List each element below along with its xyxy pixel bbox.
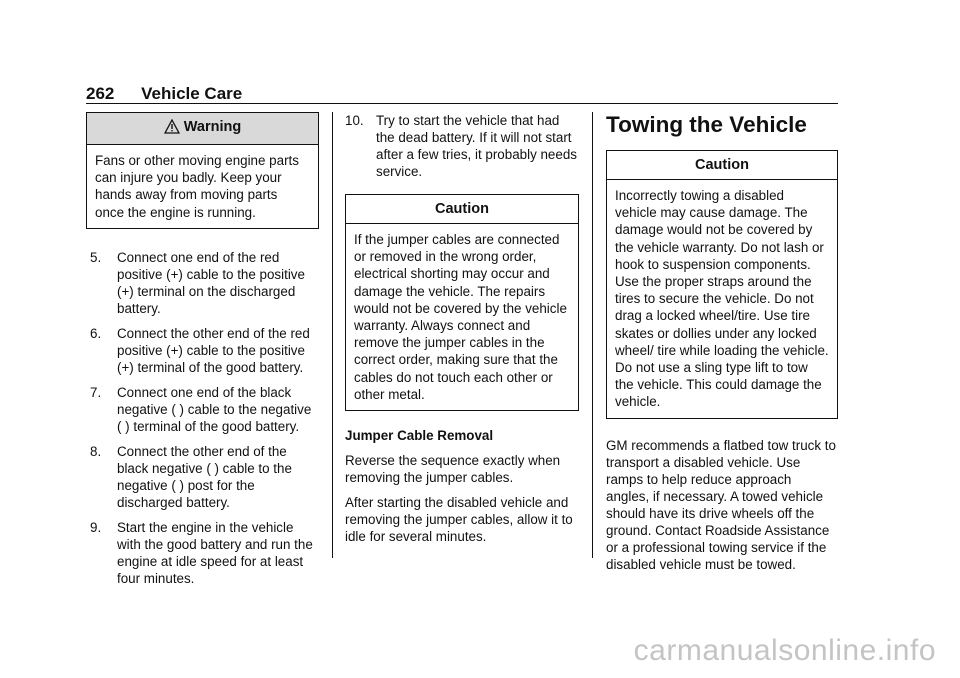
list-item: 10. Try to start the vehicle that had the dead battery. If it will not start after a few tries, it probably needs service. bbox=[345, 113, 577, 179]
list-item: 9. Start the engine in the vehicle with the good battery and run the engine at idle speed for at least four minutes. bbox=[90, 519, 313, 586]
column-1 bbox=[86, 112, 319, 595]
list-item: 5. Connect one end of the red positive (+) cable to the positive (+) terminal on the discharged battery. bbox=[90, 249, 305, 316]
caution-box bbox=[345, 194, 579, 411]
page-number: 262 bbox=[86, 84, 115, 103]
caution-body: If the jumper cables are connected or removed in the wrong order, electrical shorting may occur and damage the vehicle. The repairs would not be covered by the vehicle warranty. Always connect and remove the jumper cables in the correct order, making sure that the cables do not touch each other or other metal. bbox=[354, 232, 567, 402]
column-2 bbox=[345, 112, 579, 553]
section-title: Vehicle Care bbox=[141, 84, 243, 103]
list-item: 7. Connect one end of the black negative ( ) cable to the negative ( ) terminal of the good battery. bbox=[90, 384, 312, 434]
warning-body: Fans or other moving engine parts can injure you badly. Keep your hands away from moving parts once the engine is running. bbox=[95, 153, 299, 220]
list-item: 6. Connect the other end of the red positive (+) cable to the positive (+) terminal of the good battery. bbox=[90, 325, 310, 375]
steps-list-2 bbox=[345, 112, 579, 180]
caution-title: Caution bbox=[607, 151, 837, 180]
paragraph: Reverse the sequence exactly when removing the jumper cables. bbox=[345, 453, 561, 486]
column-3 bbox=[606, 112, 838, 581]
warning-title-text: Warning bbox=[183, 119, 242, 135]
column-divider bbox=[332, 112, 333, 558]
paragraph: After starting the disabled vehicle and removing the jumper cables, allow it to idle for several minutes. bbox=[345, 495, 573, 545]
warning-triangle-icon bbox=[164, 119, 180, 139]
page-header bbox=[86, 84, 242, 104]
warning-box bbox=[86, 112, 319, 229]
column-divider bbox=[592, 112, 593, 558]
steps-list-1 bbox=[86, 249, 319, 587]
list-item: 8. Connect the other end of the black negative ( ) cable to the negative ( ) post for the discharged battery. bbox=[90, 443, 292, 510]
header-rule bbox=[86, 103, 838, 104]
section-heading: Towing the Vehicle bbox=[606, 112, 807, 137]
caution-body: Incorrectly towing a disabled vehicle may cause damage. The damage would not be covered by the vehicle warranty. Do not lash or hook to suspension components. Use the proper straps around the tires to secure the vehicle. Do not drag a locked wheel/tire. Use tire skates or dollies under any locked wheel/ tire while loading the vehicle. Do not use a sling type lift to tow the vehicle. This could damage the vehicle. bbox=[615, 188, 829, 410]
caution-title: Caution bbox=[346, 195, 578, 224]
watermark: carmanualsonline.info bbox=[633, 634, 936, 667]
caution-box bbox=[606, 150, 838, 419]
warning-title bbox=[87, 113, 318, 145]
subheading: Jumper Cable Removal bbox=[345, 428, 494, 444]
paragraph: GM recommends a flatbed tow truck to transport a disabled vehicle. Use ramps to help reduce approach angles, if necessary. A towed vehicle should have its drive wheels off the ground. Contact Roadside Assistance or a professional towing service if the disabled vehicle must be towed. bbox=[606, 437, 836, 572]
